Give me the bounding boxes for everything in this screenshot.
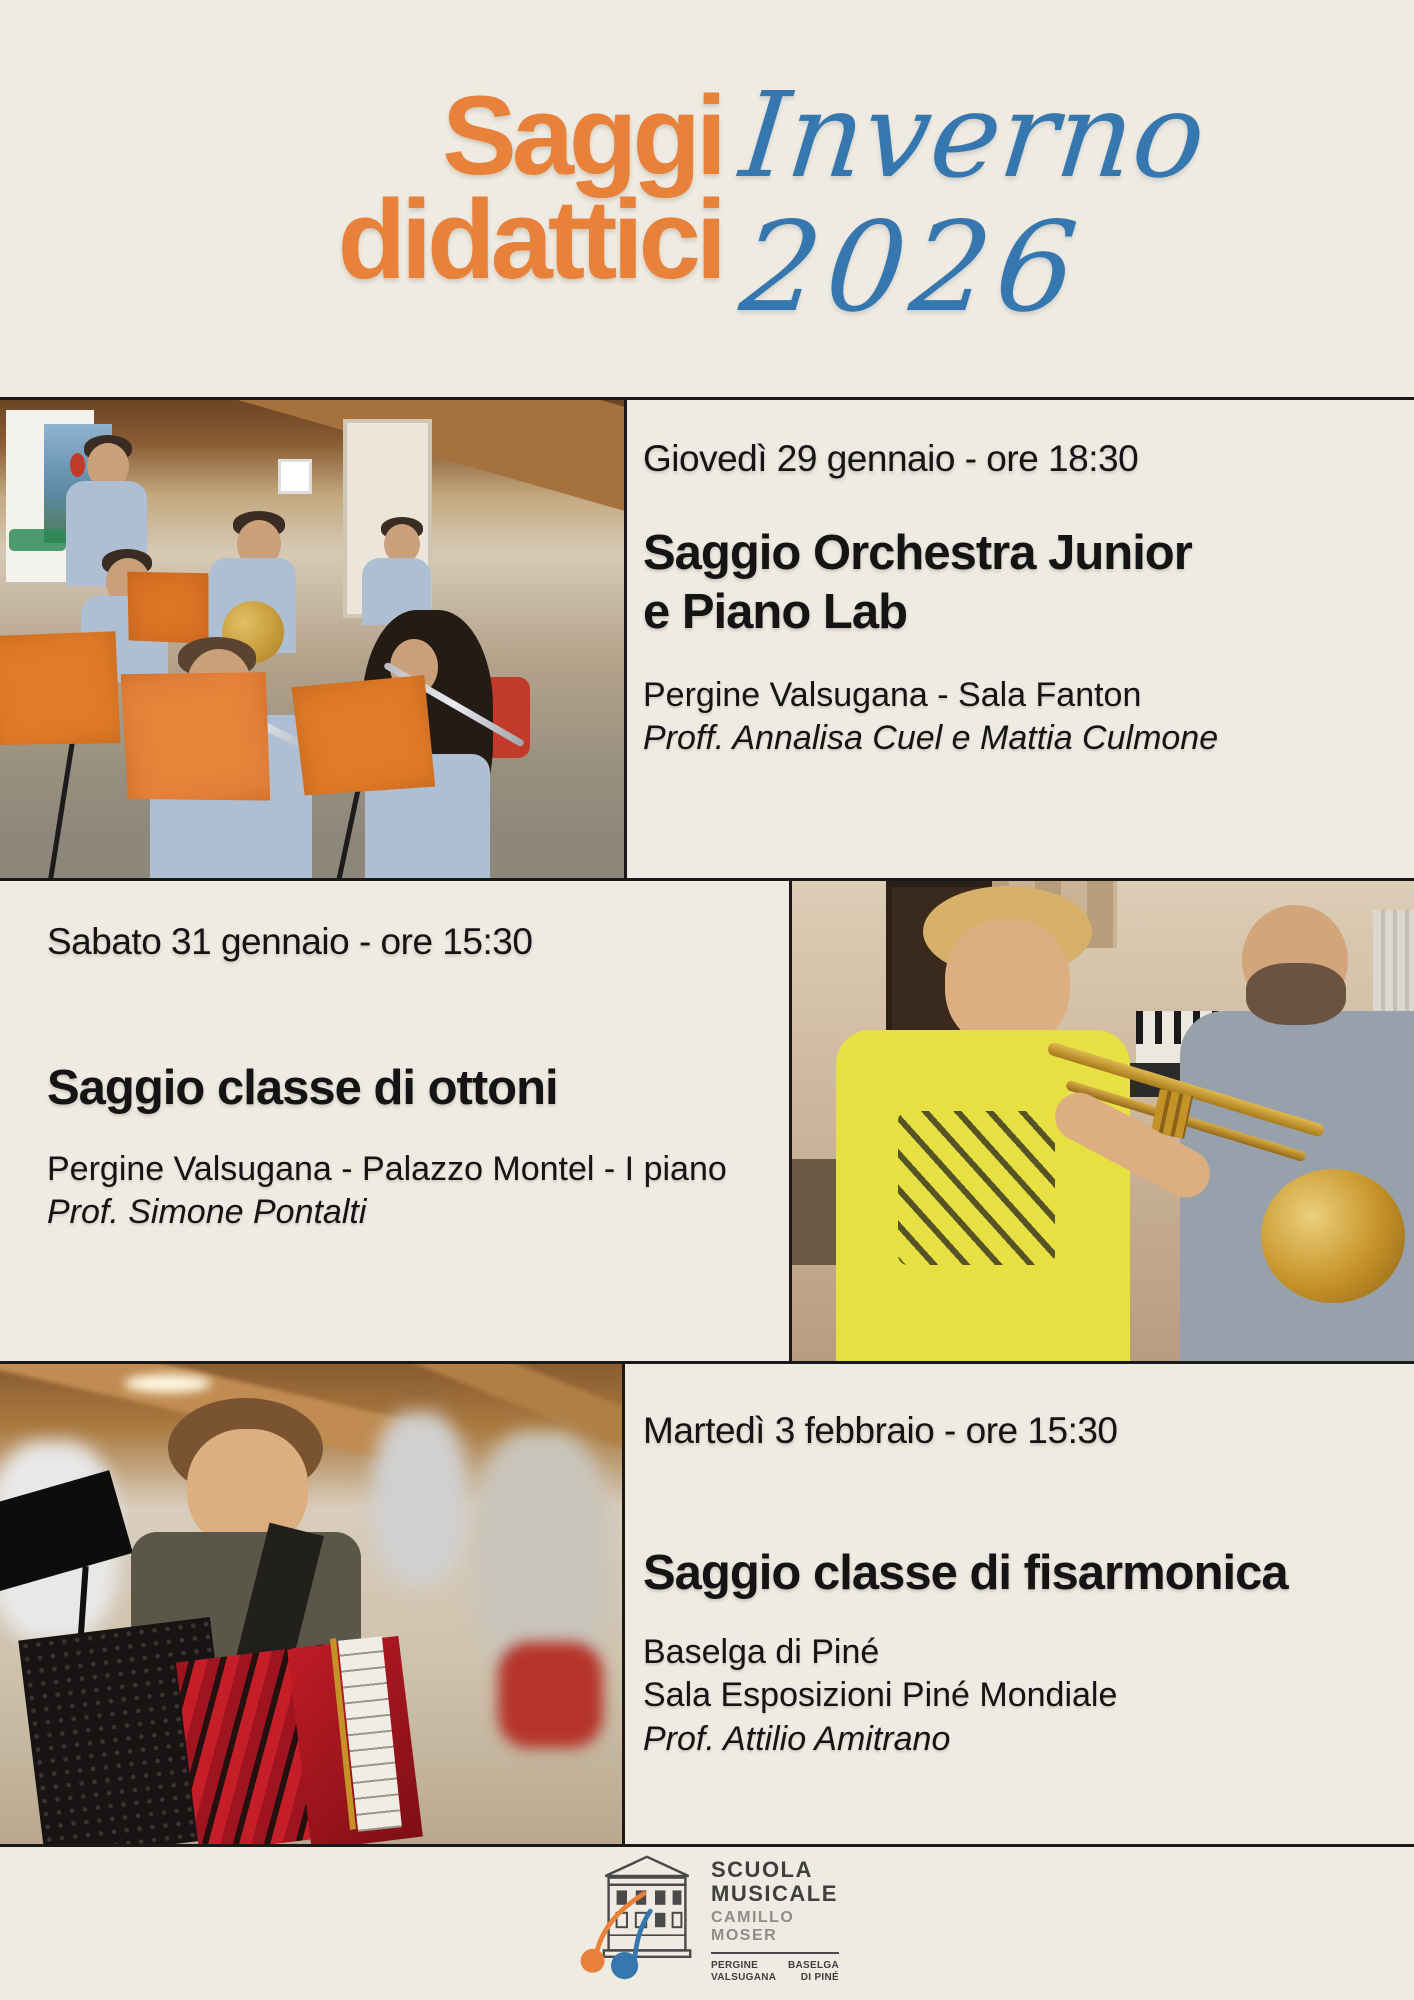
photo-shape-qr xyxy=(281,462,309,491)
poster-script-2026: 2026 xyxy=(734,196,1090,340)
event-1 xyxy=(643,400,1383,761)
event-2-venue: Pergine Valsugana - Palazzo Montel - I piano xyxy=(47,1149,727,1188)
event-3-date: Martedì 3 febbraio - ore 15:30 xyxy=(643,1410,1118,1451)
trumpet-lesson-photo xyxy=(789,881,1414,1361)
poster-title-line1: Saggi xyxy=(442,73,722,198)
location-left xyxy=(711,1960,776,1985)
event-2-title-line1: Saggio classe di ottoni xyxy=(47,1061,558,1115)
photo-shape-shirt-print xyxy=(898,1111,1054,1265)
event-2-date: Sabato 31 gennaio - ore 15:30 xyxy=(47,921,533,962)
photo-shape-music-stand xyxy=(108,652,285,823)
location-right-line1: BASELGA xyxy=(788,1959,839,1971)
event-2 xyxy=(47,881,777,1235)
photo-shape-trumpet-bell xyxy=(1261,1169,1405,1303)
event-3-venue-line2: Sala Esposizioni Piné Mondiale xyxy=(643,1676,1118,1715)
accordion-student-photo xyxy=(0,1364,625,1844)
location-left-line1: PERGINE xyxy=(711,1959,759,1971)
footer xyxy=(0,1852,1414,1985)
junior-orchestra-rehearsal-photo xyxy=(0,400,627,878)
photo-shape-music-stand xyxy=(0,613,135,765)
school-logo-text xyxy=(711,1852,839,1985)
section-divider-3 xyxy=(0,1361,1414,1364)
photo-shape-green-text xyxy=(9,529,65,551)
school-building-icon xyxy=(575,1852,695,1984)
section-divider-4 xyxy=(0,1844,1414,1847)
event-2-teachers: Prof. Simone Pontalti xyxy=(47,1193,367,1232)
event-1-teachers: Proff. Annalisa Cuel e Mattia Culmone xyxy=(643,719,1219,758)
section-divider-1 xyxy=(0,397,1414,400)
photo-shape-teacher-beard xyxy=(1246,963,1346,1025)
school-logo xyxy=(575,1852,839,1985)
photo-shape-blurred-person xyxy=(373,1412,466,1585)
event-1-title-line2: e Piano Lab xyxy=(643,584,908,639)
event-1-title xyxy=(643,524,1383,642)
event-2-title xyxy=(47,1059,777,1118)
event-3 xyxy=(643,1364,1383,1761)
school-name-line2: MUSICALE xyxy=(711,1880,838,1906)
photo-shape-carpet xyxy=(0,830,624,878)
photo-shape-light xyxy=(124,1374,211,1393)
event-3-teachers: Prof. Attilio Amitrano xyxy=(643,1719,951,1758)
photo-shape-maraca xyxy=(70,453,85,477)
event-1-venue: Pergine Valsugana - Sala Fanton xyxy=(643,675,1142,714)
photo-shape-red-chair xyxy=(498,1642,604,1748)
event-1-date: Giovedì 29 gennaio - ore 18:30 xyxy=(643,438,1139,479)
school-subname: CAMILLO MOSER xyxy=(711,1908,795,1944)
event-3-title xyxy=(643,1544,1383,1603)
event-3-title-line1: Saggio classe di fisarmonica xyxy=(643,1546,1288,1600)
event-3-venue-line1: Baselga di Piné xyxy=(643,1632,880,1671)
poster-script-inverno: Inverno xyxy=(734,66,1212,204)
section-divider-2 xyxy=(0,878,1414,881)
poster-title-line2: didattici xyxy=(337,177,722,303)
location-right xyxy=(788,1960,839,1985)
school-locations xyxy=(711,1960,839,1985)
poster-title xyxy=(0,73,722,303)
location-right-line2: DI PINÉ xyxy=(800,1972,839,1983)
event-1-title-line1: Saggio Orchestra Junior xyxy=(643,526,1192,580)
location-left-line2: VALSUGANA xyxy=(711,1972,777,1983)
school-name-line1: SCUOLA xyxy=(711,1857,813,1882)
logo-divider xyxy=(711,1952,839,1954)
